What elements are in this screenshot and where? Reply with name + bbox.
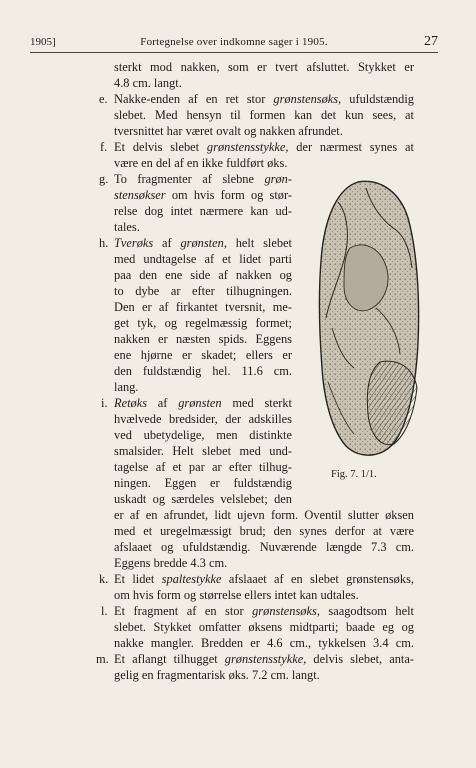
item-marker-e: e.	[99, 92, 108, 106]
stone-axe-figure	[314, 178, 422, 460]
text-line: paa den ene side af nakken og	[114, 268, 292, 282]
text-line: hvælvede bredsider, der adskilles	[114, 412, 292, 426]
text-line: sterkt mod nakken, som er tvert afsluttet. Stykket er	[114, 60, 414, 74]
page-number: 27	[424, 34, 438, 49]
header-rule	[30, 52, 438, 53]
text-line: Den er af firkantet tversnit, me-	[114, 300, 292, 314]
text-line: to dybe ar efter tilhugningen.	[114, 284, 292, 298]
item-marker-k: k.	[99, 572, 109, 586]
text-line: get tyk, og regelmæssig formet;	[114, 316, 292, 330]
text-line: Nakke-enden af en ret stor grønstensøks, ufuldstændig	[114, 92, 415, 106]
text-line: den fuldstændig hel. 11.6 cm.	[114, 364, 292, 378]
text-line: ene hjørne er skadet; ellers er	[114, 348, 292, 362]
text-line: nakke mangler. Bredden er 4.6 cm., tykkelsen 3.4 cm.	[114, 636, 414, 650]
item-marker-g: g.	[99, 172, 109, 186]
text-line: med undtagelse af et lidet parti	[114, 252, 292, 266]
text-line: ningen. Eggen er fuldstændig	[114, 476, 292, 490]
text-line: ved ubetydelige, men distinkte	[114, 428, 292, 442]
text-line: lang.	[114, 380, 139, 394]
text-line: Et aflangt tilhugget grønstensstykke, delvis slebet, anta-	[114, 652, 414, 666]
text-line: om hvis form og størrelse ellers intet kan udtales.	[114, 588, 359, 602]
header-title: Fortegnelse over indkomne sager i 1905.	[140, 36, 328, 48]
header-year: 1905]	[30, 36, 56, 48]
text-line: slebet. Med hensyn til formen kan det kun sees, at	[114, 108, 414, 122]
text-line: slebet. Stykket omfatter øksens midtparti; baade eg og	[114, 620, 414, 634]
item-marker-h: h.	[99, 236, 109, 250]
text-line: To fragmenter af slebne grøn-	[114, 172, 292, 186]
text-line: relse dog intet nærmere kan ud-	[114, 204, 292, 218]
text-line: Tverøks af grønsten, helt slebet	[114, 236, 292, 250]
item-marker-i: i.	[101, 396, 108, 410]
text-line: Et lidet spaltestykke afslaaet af en slebet grønstensøks,	[114, 572, 414, 586]
text-line: Retøks af grønsten med sterkt	[114, 396, 293, 410]
text-line: 4.8 cm. langt.	[114, 76, 182, 90]
text-line: Eggens bredde 4.3 cm.	[114, 556, 228, 570]
text-line: tales.	[114, 220, 140, 234]
text-line: stensøkser om hvis form og stør-	[114, 188, 292, 202]
text-line: Et fragment af en stor grønstensøks, saagodtsom helt	[114, 604, 414, 618]
text-line: tversnittet har været ovalt og nakken afrundet.	[114, 124, 343, 138]
text-line: nakken er næsten spids. Eggens	[114, 332, 292, 346]
text-line: med et uregelmæssigt brud; den synes derfor at være	[114, 524, 414, 538]
item-marker-f: f.	[100, 140, 108, 154]
text-line: Et delvis slebet grønstensstykke, der nærmest synes at	[114, 140, 414, 154]
text-line: gelig en fragmentarisk øks. 7.2 cm. langt.	[114, 668, 320, 682]
text-line: er af en afrundet, lidt ujevn form. Oventil slutter øksen	[114, 508, 414, 522]
figure-caption: Fig. 7. 1/1.	[331, 469, 377, 480]
item-marker-l: l.	[101, 604, 108, 618]
text-line: være en del af en ikke fuldført øks.	[114, 156, 288, 170]
text-line: afslaaet og ufuldstændig. Nuværende længde 7.3 cm.	[114, 540, 414, 554]
text-line: smalsider. Helt slebet med und-	[114, 444, 292, 458]
item-marker-m: m.	[96, 652, 109, 666]
text-line: tagelse af et par ar efter tilhug-	[114, 460, 292, 474]
text-line: uskadt og særdeles velslebet; den	[114, 492, 292, 506]
running-header	[30, 36, 438, 50]
